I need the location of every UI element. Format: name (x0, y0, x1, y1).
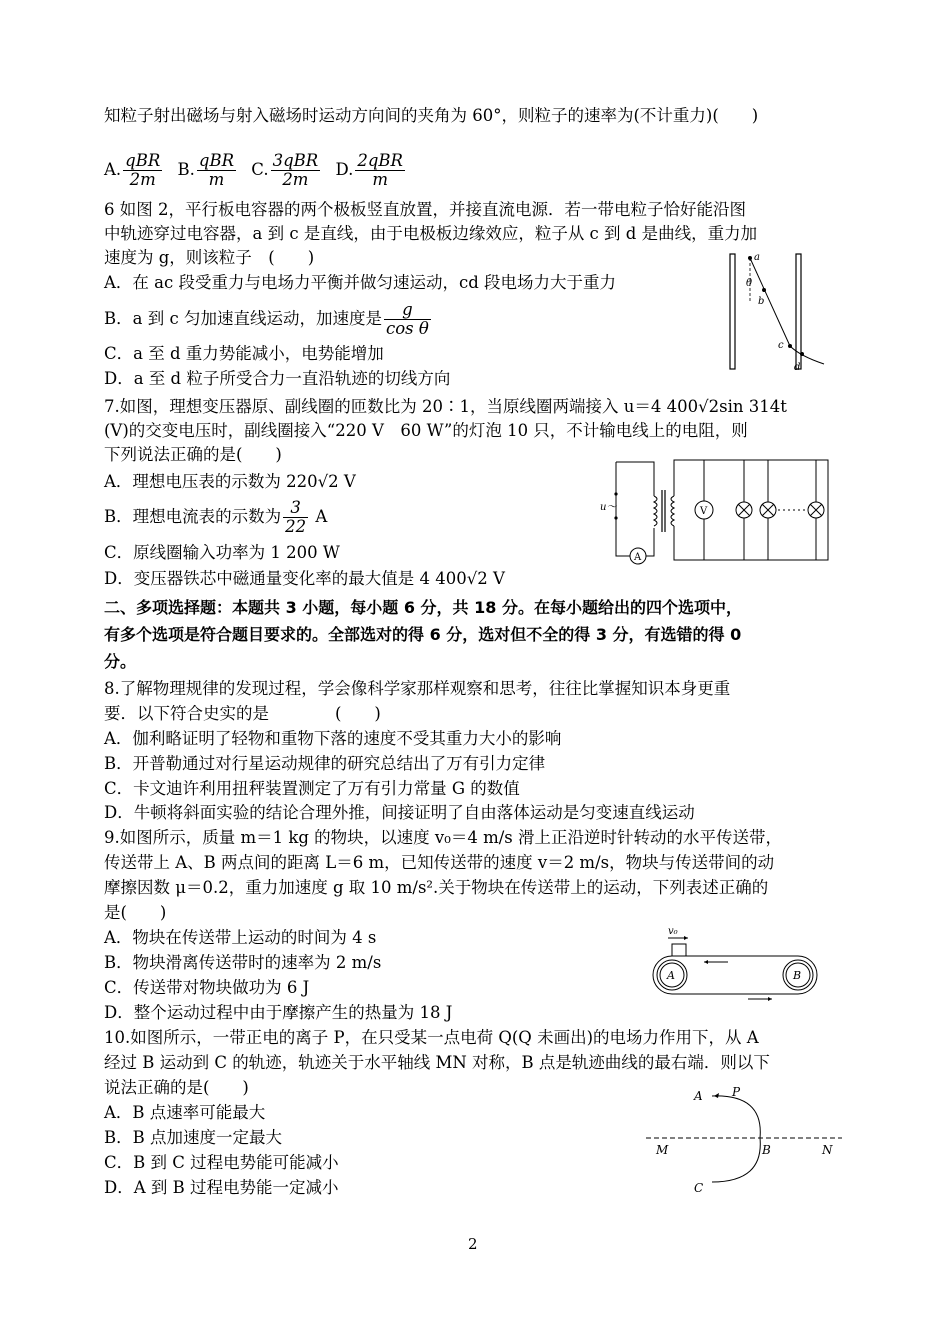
section2-line1: 二、多项选择题：本题共 3 小题，每小题 6 分，共 18 分。在每小题给出的四个选项中， (104, 598, 742, 617)
q9-option-b: B．物块滑离传送带时的速率为 2 m/s (104, 953, 382, 972)
label-B: B (762, 1143, 771, 1157)
q9-option-c: C．传送带对物块做功为 6 J (104, 978, 310, 997)
page-number: 2 (468, 1235, 478, 1253)
q10-stem-line3: 说法正确的是( ) (104, 1078, 249, 1097)
primary-coil (654, 496, 657, 526)
q8-option-a: A．伽利略证明了轻物和重物下落的速度不受其重力大小的影响 (104, 729, 562, 748)
q6-option-a: A．在 ac 段受重力与电场力平衡并做匀速运动，cd 段电场力大于重力 (104, 273, 617, 292)
q7-option-d: D．变压器铁芯中磁通量变化率的最大值是 4 400√2 V (104, 569, 505, 588)
svg-text:A: A (667, 969, 675, 982)
q10-option-a: A．B 点速率可能最大 (104, 1103, 266, 1122)
q7-option-b: B．理想电流表的示数为 $\frac{3}{22}$ A (104, 498, 328, 536)
q7-transformer-circuit (596, 456, 836, 572)
q7-option-a: A．理想电压表的示数为 220√2 V (104, 472, 356, 491)
q8-stem-line1: 8.了解物理规律的发现过程，学会像科学家那样观察和思考，往往比掌握知识本身更重 (104, 679, 731, 698)
label-N: N (822, 1143, 833, 1157)
secondary-coil (671, 496, 674, 526)
q6-stem-line3: 速度为 g，则该粒子 ( ) (104, 248, 315, 267)
label-c: c (778, 340, 784, 351)
q9-stem-line2: 传送带上 A、B 两点间的距离 L＝6 m，已知传送带的速度 v＝2 m/s，物块与传送带间的动 (104, 853, 775, 872)
q8-stem-line2: 要．以下符合史实的是 ( ) (104, 704, 381, 723)
q5-option-a: A. $\frac{\text{qBR}}{2m}$ (104, 151, 161, 189)
q9-stem-line4: 是( ) (104, 903, 167, 922)
q6-capacitor-figure (728, 252, 828, 378)
svg-text:B: B (793, 969, 802, 982)
section2-line2: 有多个选项是符合题目要求的。全部选对的得 6 分，选对但不全的得 3 分，有选错的得 0 (104, 625, 742, 644)
trajectory-curve (712, 1096, 760, 1182)
left-plate (730, 254, 735, 369)
q5-option-c: C. $\frac{\text{3qBR}}{2m}$ (251, 151, 319, 189)
q10-option-c: C．B 到 C 过程电势能可能减小 (104, 1153, 339, 1172)
q10-option-d: D．A 到 B 过程电势能一定减小 (104, 1178, 339, 1197)
q9-stem-line1: 9.如图所示，质量 m＝1 kg 的物块，以速度 v₀＝4 m/s 滑上正沿逆时针转动的水平传送带， (104, 828, 783, 847)
q5-option-b: B. $\frac{\text{qBR}}{m}$ (177, 151, 235, 189)
label-b: b (758, 296, 765, 307)
label-d: d (794, 362, 801, 373)
svg-text:V: V (700, 506, 708, 517)
q6-stem-line1: 6 如图 2，平行板电容器的两个极板竖直放置，并接直流电源．若一带电粒子恰好能沿图 (104, 200, 746, 219)
q7-stem-line1: 7.如图，理想变压器原、副线圈的匝数比为 20∶1，当原线圈两端接入 u＝4 400√2sin 314t (104, 397, 787, 416)
q9-option-a: A．物块在传送带上运动的时间为 4 s (104, 928, 377, 947)
section2-line3: 分。 (104, 652, 137, 671)
q5-options (104, 150, 415, 190)
q9-option-d: D．整个运动过程中由于摩擦产生的热量为 18 J (104, 1003, 453, 1022)
svg-text:A: A (634, 552, 642, 563)
q9-conveyor-belt (648, 922, 824, 1006)
label-P: P (732, 1085, 741, 1099)
label-A: A (694, 1089, 703, 1103)
label-C: C (694, 1181, 704, 1195)
q5-option-d: D. $\frac{\text{2qBR}}{m}$ (335, 151, 403, 189)
v0-label: v₀ (668, 926, 678, 937)
q10-trajectory-figure (644, 1080, 844, 1198)
q7-option-c: C．原线圈输入功率为 1 200 W (104, 543, 340, 562)
q8-option-b: B．开普勒通过对行星运动规律的研究总结出了万有引力定律 (104, 754, 546, 773)
q7-stem-line3: 下列说法正确的是( ) (104, 445, 282, 464)
q10-stem-line2: 经过 B 运动到 C 的轨迹，轨迹关于水平轴线 MN 对称，B 点是轨迹曲线的最右端．则以下 (104, 1053, 770, 1072)
label-theta: θ (746, 278, 753, 289)
q9-stem-line3: 摩擦因数 μ＝0.2，重力加速度 g 取 10 m/s².关于物块在传送带上的运动，下列表述正确的 (104, 878, 769, 897)
source-label: u～ (600, 502, 617, 513)
label-a: a (754, 252, 760, 263)
q10-stem-line1: 10.如图所示，一带正电的离子 P，在只受某一点电荷 Q(Q 未画出)的电场力作用下，从 A (104, 1028, 759, 1047)
q7-stem-line2: (V)的交变电压时，副线圈接入“220 V 60 W”的灯泡 10 只，不计输电线上的电阻，则 (104, 421, 748, 440)
block (672, 944, 686, 956)
q6-option-c: C．a 至 d 重力势能减小，电势能增加 (104, 344, 384, 363)
q6-option-d: D．a 至 d 粒子所受合力一直沿轨迹的切线方向 (104, 369, 451, 388)
q5-stem-tail: 知粒子射出磁场与射入磁场时运动方向间的夹角为 60°，则粒子的速率为(不计重力)( ) (104, 106, 759, 125)
label-M: M (656, 1143, 669, 1157)
q8-option-c: C．卡文迪许利用扭秤装置测定了万有引力常量 G 的数值 (104, 779, 520, 798)
q6-stem-line2: 中轨迹穿过电容器，a 到 c 是直线，由于电极板边缘效应，粒子从 c 到 d 是曲线，重力加 (104, 224, 758, 243)
q10-option-b: B．B 点加速度一定最大 (104, 1128, 282, 1147)
q6-option-b: B．a 到 c 匀加速直线运动，加速度是 $\frac{g}{\text{cos θ}}$ (104, 300, 429, 338)
q8-option-d: D．牛顿将斜面实验的结论合理外推，间接证明了自由落体运动是匀变速直线运动 (104, 803, 695, 822)
